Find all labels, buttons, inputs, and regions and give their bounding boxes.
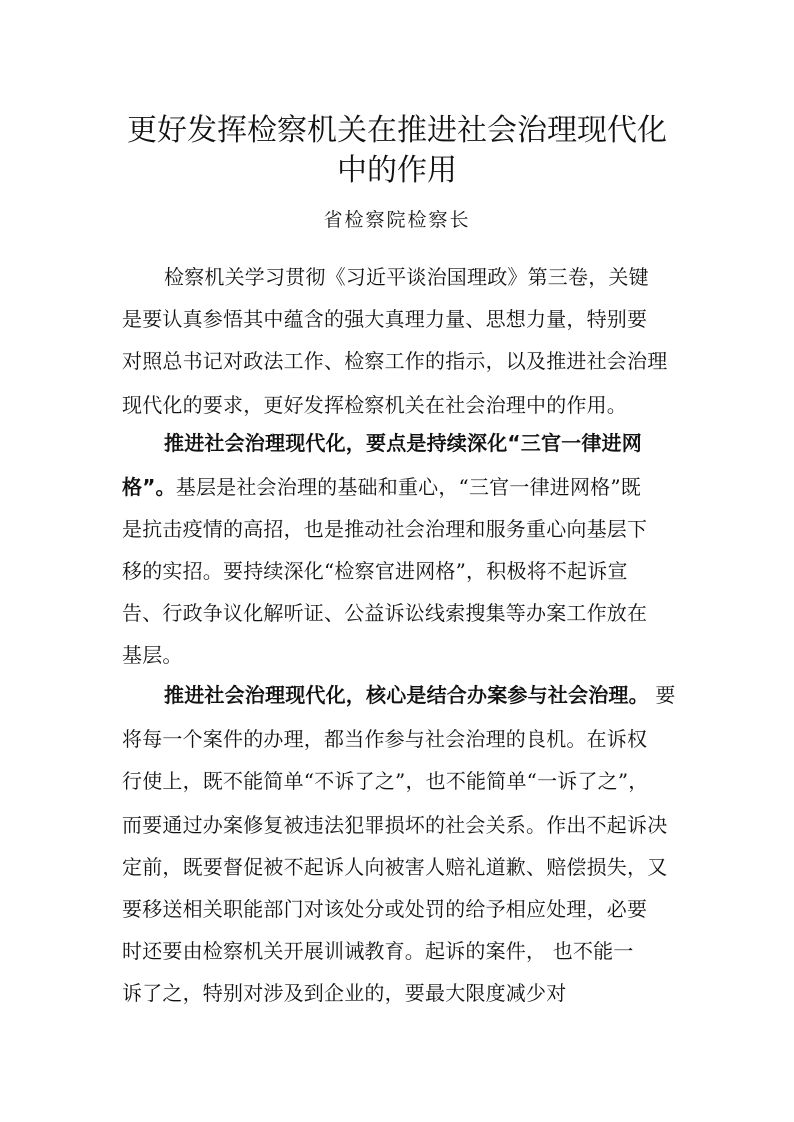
paragraph-1-line-1: 检察机关学习贯彻《习近平谈治国理政》第三卷，关键 (164, 265, 649, 289)
paragraph-3-line-6: 要移送相关职能部门对该处分或处罚的给予相应处理，必要 (122, 897, 648, 921)
paragraph-2-line-2 (122, 472, 641, 502)
paragraph-3-line-4: 而要通过办案修复被违法犯罪损坏的社会关系。作出不起诉决 (122, 813, 668, 837)
document-title-line-2: 中的作用 (337, 153, 457, 188)
paragraph-3-line-1 (164, 680, 676, 710)
paragraph-2-line-3: 是抗击疫情的高招，也是推动社会治理和服务重心向基层下 (122, 517, 648, 541)
paragraph-3-line-5: 定前，既要督促被不起诉人向被害人赔礼道歉、赔偿损失，又 (122, 855, 668, 879)
paragraph-2-line-4: 移的实招。要持续深化“检察官进网格”，积极将不起诉宣 (122, 559, 628, 583)
paragraph-2-heading-line-2: 格”。 (122, 475, 176, 499)
paragraph-2-line-1 (164, 428, 642, 458)
paragraph-2-text-line-2: 基层是社会治理的基础和重心，“三官一律进网格”既 (175, 475, 641, 499)
paragraph-2-line-6: 基层。 (122, 643, 183, 667)
paragraph-1-line-4: 现代化的要求，更好发挥检察机关在社会治理中的作用。 (122, 393, 627, 417)
paragraph-2-heading-line-1: 推进社会治理现代化，要点是持续深化“三官一律进网 (164, 431, 642, 455)
paragraph-2-line-5: 告、行政争议化解听证、公益诉讼线索搜集等办案工作放在 (122, 601, 648, 625)
paragraph-1-line-2: 是要认真参悟其中蕴含的强大真理力量、思想力量，特别要 (122, 307, 648, 331)
document-title-line-1: 更好发挥检察机关在推进社会治理现代化 (127, 113, 667, 148)
paragraph-3-line-3: 行使上，既不能简单“不诉了之”，也不能简单“一诉了之”， (122, 769, 649, 793)
document-author: 省检察院检察长 (323, 209, 471, 231)
paragraph-3-line-7: 时还要由检察机关开展训诫教育。起诉的案件， 也不能一 (122, 939, 634, 963)
paragraph-3-line-2: 将每一个案件的办理，都当作参与社会治理的良机。在诉权 (122, 727, 648, 751)
paragraph-3-heading: 推进社会治理现代化，核心是结合办案参与社会治理。 (164, 683, 649, 707)
paragraph-3-line-8: 诉了之，特别对涉及到企业的，要最大限度减少对 (122, 981, 567, 1005)
paragraph-1-line-3: 对照总书记对政法工作、检察工作的指示，以及推进社会治理 (122, 349, 668, 373)
paragraph-3-text-line-1: 要 (648, 683, 676, 707)
